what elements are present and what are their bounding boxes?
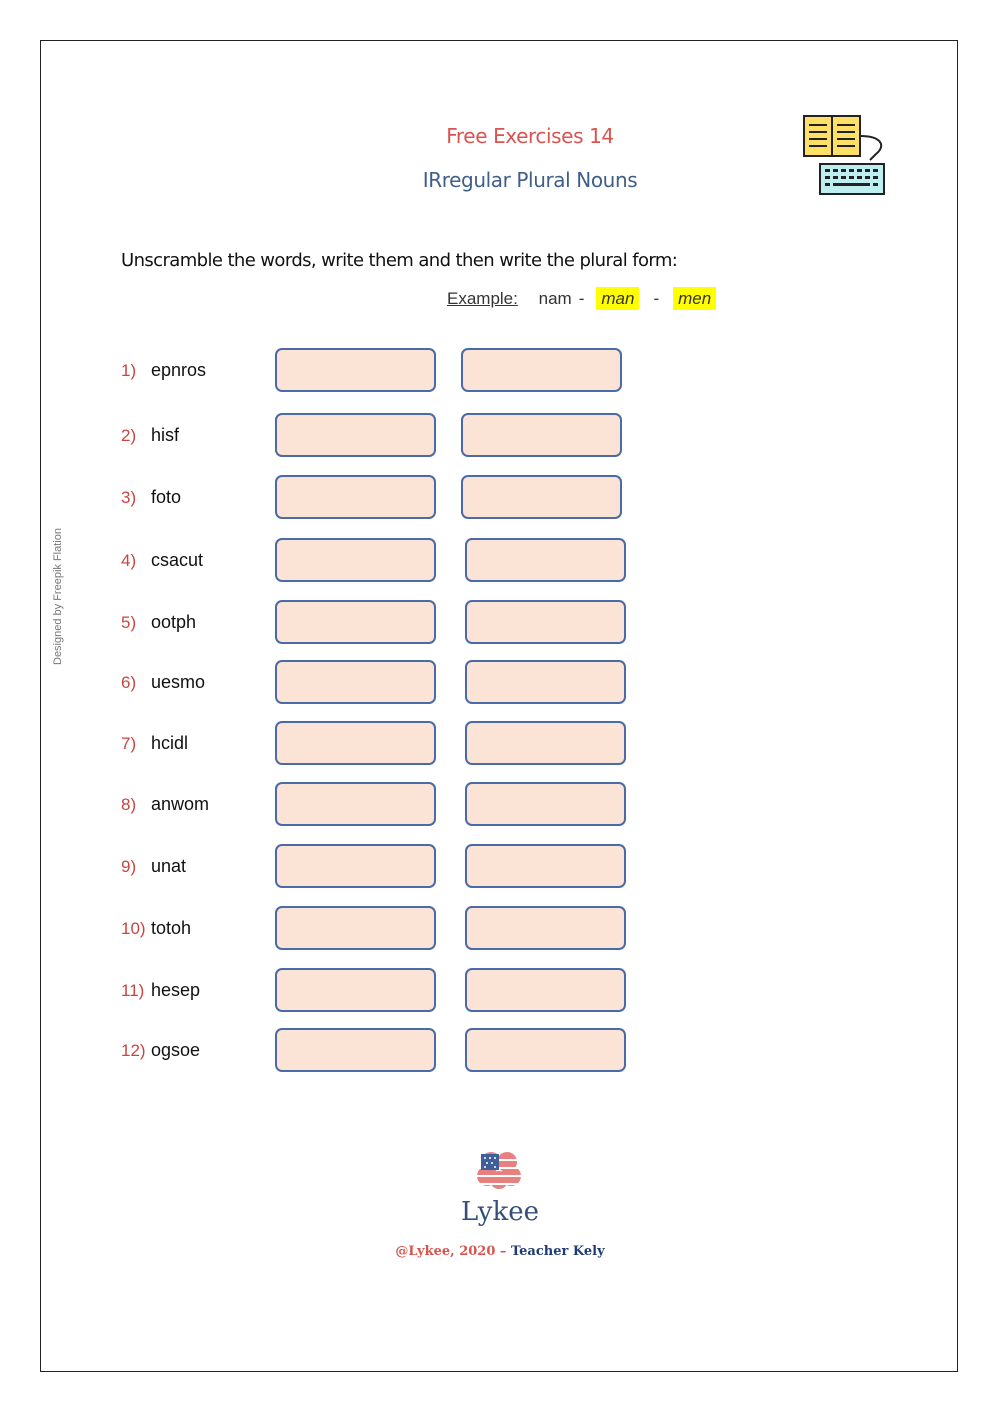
footer-credit: [300, 1244, 700, 1259]
footer-copyright: @Lykee, 2020 –: [395, 1244, 507, 1259]
singular-answer-input[interactable]: [275, 844, 436, 888]
example-plural: men: [673, 287, 716, 310]
exercise-row: [0, 844, 1000, 890]
singular-answer-input[interactable]: [275, 413, 436, 457]
singular-answer-input[interactable]: [275, 660, 436, 704]
item-number: 3): [121, 488, 137, 507]
singular-answer-input[interactable]: [275, 1028, 436, 1072]
example-scrambled: nam: [538, 289, 572, 308]
example-separator: -: [578, 289, 585, 308]
flower-flag-icon: [475, 1150, 525, 1190]
footer-author: Teacher Kely: [510, 1244, 605, 1259]
plural-answer-input[interactable]: [465, 1028, 626, 1072]
item-number: 4): [121, 551, 137, 570]
plural-answer-input[interactable]: [465, 968, 626, 1012]
item-number: 7): [121, 734, 137, 753]
item-number: 2): [121, 426, 137, 445]
exercise-row: [0, 906, 1000, 952]
plural-answer-input[interactable]: [461, 475, 622, 519]
plural-answer-input[interactable]: [465, 906, 626, 950]
example-label: Example:: [447, 289, 518, 308]
exercise-row: [0, 600, 1000, 646]
singular-answer-input[interactable]: [275, 906, 436, 950]
example-singular: man: [596, 287, 639, 310]
item-number: 12): [121, 1041, 146, 1060]
item-number: 10): [121, 919, 146, 938]
scrambled-word: hcidl: [151, 733, 189, 753]
plural-answer-input[interactable]: [465, 721, 626, 765]
exercise-row: [0, 721, 1000, 767]
singular-answer-input[interactable]: [275, 538, 436, 582]
example: [447, 289, 716, 309]
plural-answer-input[interactable]: [465, 660, 626, 704]
scrambled-word: epnros: [151, 360, 207, 380]
scrambled-word: ootph: [151, 612, 197, 632]
brand-logo: [440, 1150, 560, 1227]
item-number: 1): [121, 361, 137, 380]
scrambled-word: csacut: [151, 550, 204, 570]
singular-answer-input[interactable]: [275, 721, 436, 765]
exercise-row: [0, 348, 1000, 394]
exercise-row: [0, 1028, 1000, 1074]
exercise-row: [0, 660, 1000, 706]
plural-answer-input[interactable]: [465, 538, 626, 582]
exercise-row: [0, 538, 1000, 584]
singular-answer-input[interactable]: [275, 968, 436, 1012]
brand-name: Lykee: [460, 1197, 540, 1227]
singular-answer-input[interactable]: [275, 348, 436, 392]
page-title: Free Exercises 14: [446, 124, 614, 148]
plural-answer-input[interactable]: [465, 844, 626, 888]
scrambled-word: hesep: [151, 980, 201, 1000]
exercise-row: [0, 475, 1000, 521]
scrambled-word: ogsoe: [151, 1040, 201, 1060]
item-number: 8): [121, 795, 137, 814]
exercise-row: [0, 782, 1000, 828]
side-credit: Designed by Freepik Flation: [52, 528, 64, 665]
scrambled-word: foto: [151, 487, 182, 507]
page-subtitle: IRregular Plural Nouns: [422, 168, 638, 192]
scrambled-word: uesmo: [151, 672, 206, 692]
plural-answer-input[interactable]: [465, 600, 626, 644]
scrambled-word: anwom: [151, 794, 210, 814]
scrambled-word: hisf: [151, 425, 180, 445]
scrambled-word: unat: [151, 856, 187, 876]
singular-answer-input[interactable]: [275, 475, 436, 519]
item-number: 11): [121, 981, 145, 1000]
book-keyboard-icon: [800, 110, 890, 200]
plural-answer-input[interactable]: [461, 348, 622, 392]
item-number: 6): [121, 673, 137, 692]
exercise-row: [0, 968, 1000, 1014]
item-number: 5): [121, 613, 137, 632]
plural-answer-input[interactable]: [465, 782, 626, 826]
example-separator: -: [653, 289, 660, 308]
singular-answer-input[interactable]: [275, 782, 436, 826]
plural-answer-input[interactable]: [461, 413, 622, 457]
instructions: Unscramble the words, write them and then write the plural form:: [121, 250, 678, 271]
scrambled-word: totoh: [151, 918, 192, 938]
item-number: 9): [121, 857, 137, 876]
exercise-row: [0, 413, 1000, 459]
singular-answer-input[interactable]: [275, 600, 436, 644]
